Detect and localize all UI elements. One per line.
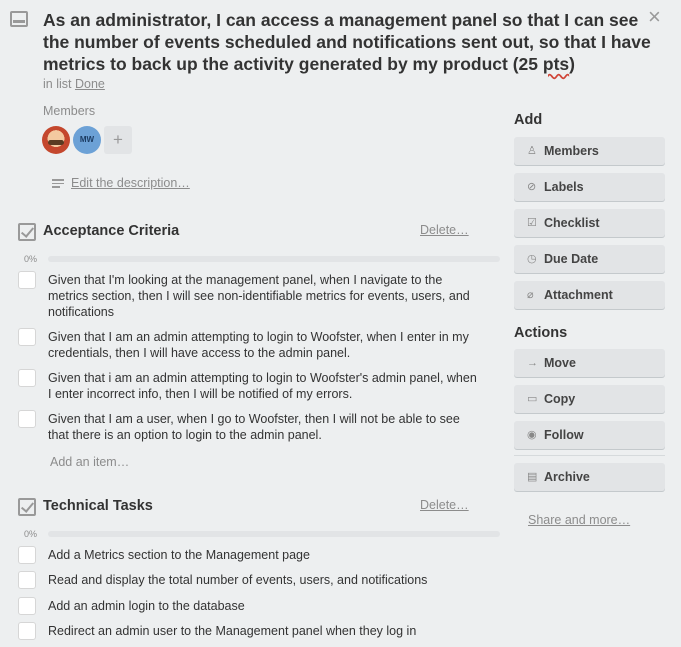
checklist-item-checkbox[interactable] [18,622,36,640]
list-prefix: in list [43,77,72,91]
checklist-progress-bar [48,531,500,537]
avatar[interactable] [73,126,101,154]
share-and-more-link[interactable]: Share and more… [528,513,631,527]
delete-checklist-button[interactable]: Delete… [420,223,469,237]
card-title-text: As an administrator, I can access a management panel so that I can see the number of events scheduled and notifications sent out, so that I have metrics to back up the activity generated by my product (25 [43,10,651,74]
card-icon: ▭ [527,393,538,405]
edit-description-link[interactable]: Edit the description… [71,176,190,190]
add-attachment-button[interactable] [514,281,665,309]
button-label: Copy [544,392,576,406]
arrow-right-icon: → [527,357,538,369]
checklist-icon: ☑ [527,217,537,229]
checklist-item[interactable]: Given that I am a user, when I go to Woofster, then I will not be able to see that there is an option to login to the admin panel. [48,412,460,442]
checklist-item[interactable]: Given that I am an admin attempting to login to Woofster, when I enter in my credentials, then I will have access to the admin panel. [48,330,469,360]
avatar-initials: MW [79,135,95,144]
archive-button[interactable] [514,463,665,491]
checklist-icon [18,498,36,516]
add-member-button[interactable]: + [104,126,132,154]
copy-button[interactable] [514,385,665,413]
sidebar-divider [514,455,665,456]
checklist-title[interactable]: Acceptance Criteria [43,223,180,239]
add-members-button[interactable] [514,137,665,165]
paperclip-icon: ⌀ [527,289,534,301]
button-label: Archive [544,470,590,484]
edit-description[interactable] [52,176,190,190]
person-icon: ♙ [527,145,537,157]
checklist-item[interactable]: Add a Metrics section to the Management page [48,548,310,562]
card-title-end: ) [569,54,575,74]
add-item-button[interactable]: Add an item… [50,455,130,469]
members-label: Members [43,104,96,118]
button-label: Due Date [544,252,599,266]
clock-icon: ◷ [527,253,537,265]
close-icon[interactable]: × [648,4,661,29]
avatar[interactable] [42,126,70,154]
eye-icon: ◉ [527,429,537,441]
checklist-item[interactable]: Read and display the total number of events, users, and notifications [48,573,428,587]
card-icon [10,11,28,27]
checklist-item-checkbox[interactable] [18,369,36,387]
delete-checklist-button[interactable]: Delete… [420,498,469,512]
button-label: Follow [544,428,584,442]
add-labels-button[interactable] [514,173,665,201]
actions-heading: Actions [514,325,568,341]
add-heading: Add [514,112,543,128]
button-label: Move [544,356,576,370]
list-info [43,77,105,91]
checklist-progress-percent: 0% [24,529,38,539]
card-title[interactable] [43,9,653,75]
checklist-item-checkbox[interactable] [18,546,36,564]
checklist-item[interactable]: Redirect an admin user to the Management panel when they log in [48,624,417,638]
archive-icon: ▤ [527,471,538,483]
button-label: Checklist [544,216,600,230]
checklist-item-checkbox[interactable] [18,328,36,346]
card-title-misspelled: pts [542,54,570,74]
checklist-item-checkbox[interactable] [18,597,36,615]
checklist-progress-bar [48,256,500,262]
checklist-progress-percent: 0% [24,254,38,264]
button-label: Members [544,144,599,158]
checklist-title[interactable]: Technical Tasks [43,498,153,514]
tag-icon: ⊘ [527,181,537,193]
checklist-item-checkbox[interactable] [18,410,36,428]
add-checklist-button[interactable] [514,209,665,237]
add-due-date-button[interactable] [514,245,665,273]
follow-button[interactable] [514,421,665,449]
checklist-item[interactable]: Add an admin login to the database [48,599,245,613]
checklist-icon [18,223,36,241]
list-link[interactable]: Done [74,77,105,91]
checklist-item[interactable]: Given that I'm looking at the management panel, when I navigate to the metrics section, then I will see non-identifiable metrics for events, users, and notifications [48,273,470,319]
checklist-item-checkbox[interactable] [18,571,36,589]
checklist-item-checkbox[interactable] [18,271,36,289]
checklist-item[interactable]: Given that i am an admin attempting to login to Woofster's admin panel, when I enter incorrect info, then I will be notified of my errors. [48,371,477,401]
move-button[interactable] [514,349,665,377]
description-icon [52,177,64,190]
button-label: Labels [544,180,584,194]
button-label: Attachment [544,288,613,302]
